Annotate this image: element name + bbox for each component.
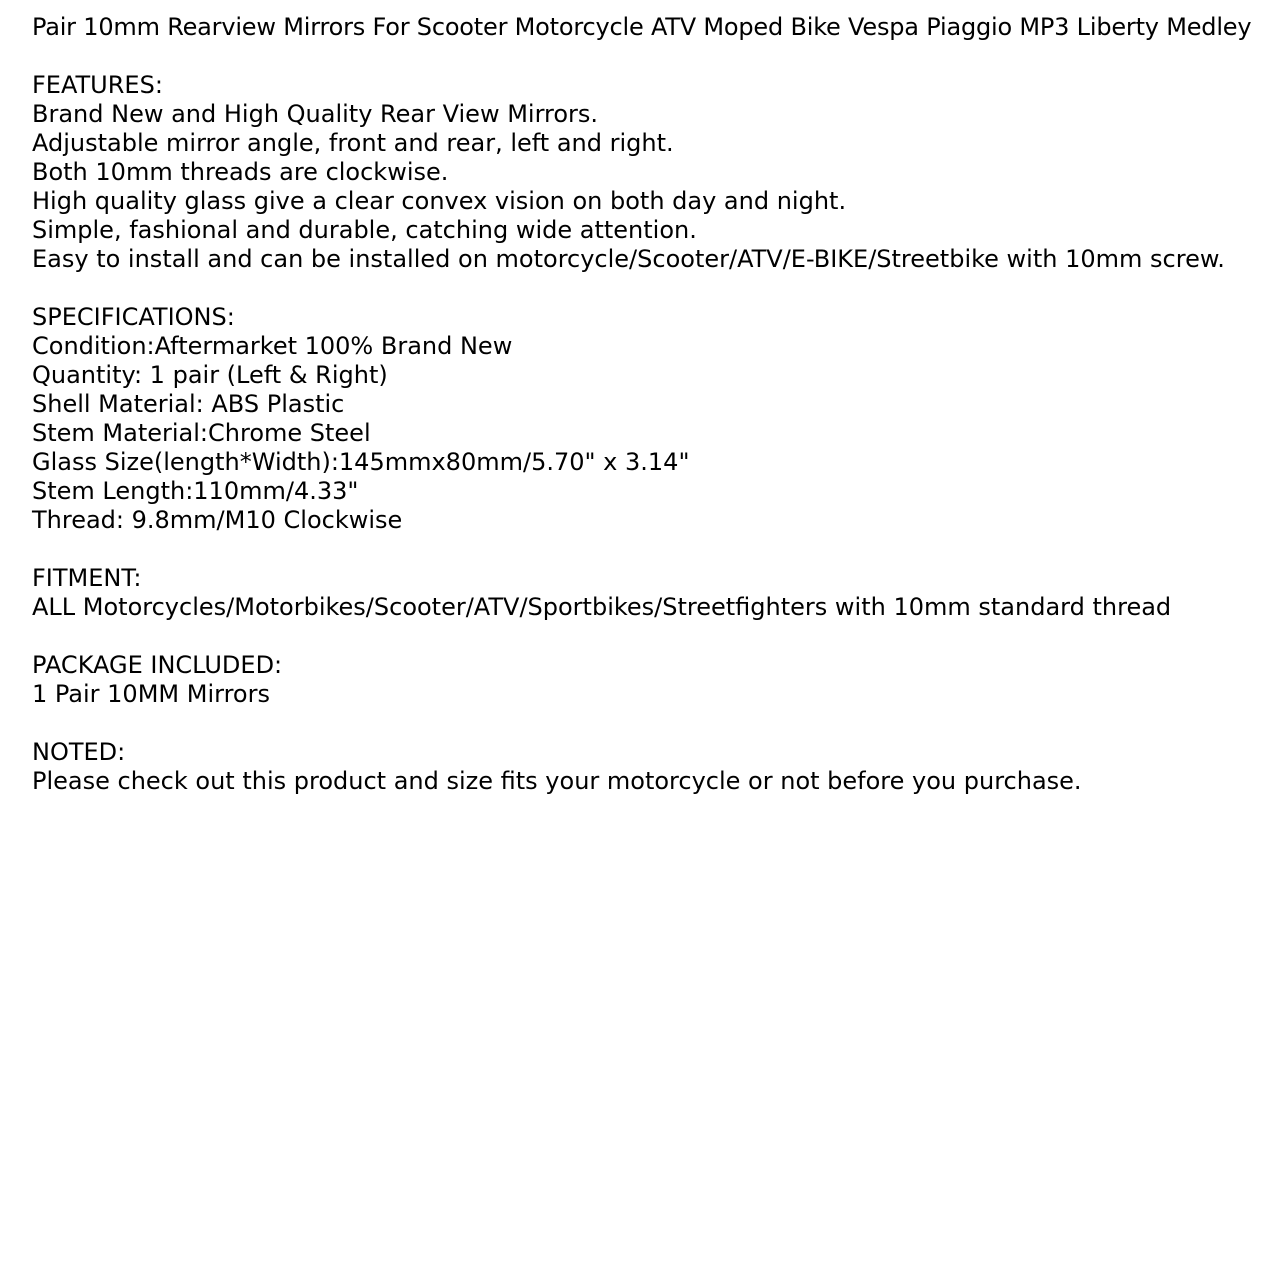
product-title: Pair 10mm Rearview Mirrors For Scooter Motorcycle ATV Moped Bike Vespa Piaggio MP3 Liberty Medley [32, 13, 1252, 41]
feature-item: Easy to install and can be installed on motorcycle/Scooter/ATV/E-BIKE/Streetbike with 10mm screw. [32, 245, 1225, 273]
spacer [32, 622, 1272, 651]
spec-item: Condition:Aftermarket 100% Brand New [32, 332, 513, 360]
noted-item: Please check out this product and size fits your motorcycle or not before you purchase. [32, 767, 1082, 795]
specifications-heading: SPECIFICATIONS: [32, 303, 235, 331]
spacer [32, 274, 1272, 303]
spec-item: Stem Material:Chrome Steel [32, 419, 371, 447]
spec-item: Stem Length:110mm/4.33" [32, 477, 359, 505]
feature-item: Adjustable mirror angle, front and rear, left and right. [32, 129, 674, 157]
package-heading: PACKAGE INCLUDED: [32, 651, 283, 679]
feature-item: Simple, fashional and durable, catching wide attention. [32, 216, 697, 244]
fitment-heading: FITMENT: [32, 564, 142, 592]
spec-item: Quantity: 1 pair (Left & Right) [32, 361, 388, 389]
spacer [32, 709, 1272, 738]
spec-item: Thread: 9.8mm/M10 Clockwise [32, 506, 403, 534]
product-description [32, 13, 1272, 796]
feature-item: Both 10mm threads are clockwise. [32, 158, 449, 186]
feature-item: Brand New and High Quality Rear View Mirrors. [32, 100, 599, 128]
spec-item: Glass Size(length*Width):145mmx80mm/5.70" x 3.14" [32, 448, 690, 476]
noted-heading: NOTED: [32, 738, 126, 766]
spec-item: Shell Material: ABS Plastic [32, 390, 345, 418]
feature-item: High quality glass give a clear convex vision on both day and night. [32, 187, 847, 215]
spacer [32, 535, 1272, 564]
package-item: 1 Pair 10MM Mirrors [32, 680, 270, 708]
features-heading: FEATURES: [32, 71, 163, 99]
spacer [32, 42, 1272, 71]
fitment-item: ALL Motorcycles/Motorbikes/Scooter/ATV/Sportbikes/Streetfighters with 10mm standard thread [32, 593, 1172, 621]
